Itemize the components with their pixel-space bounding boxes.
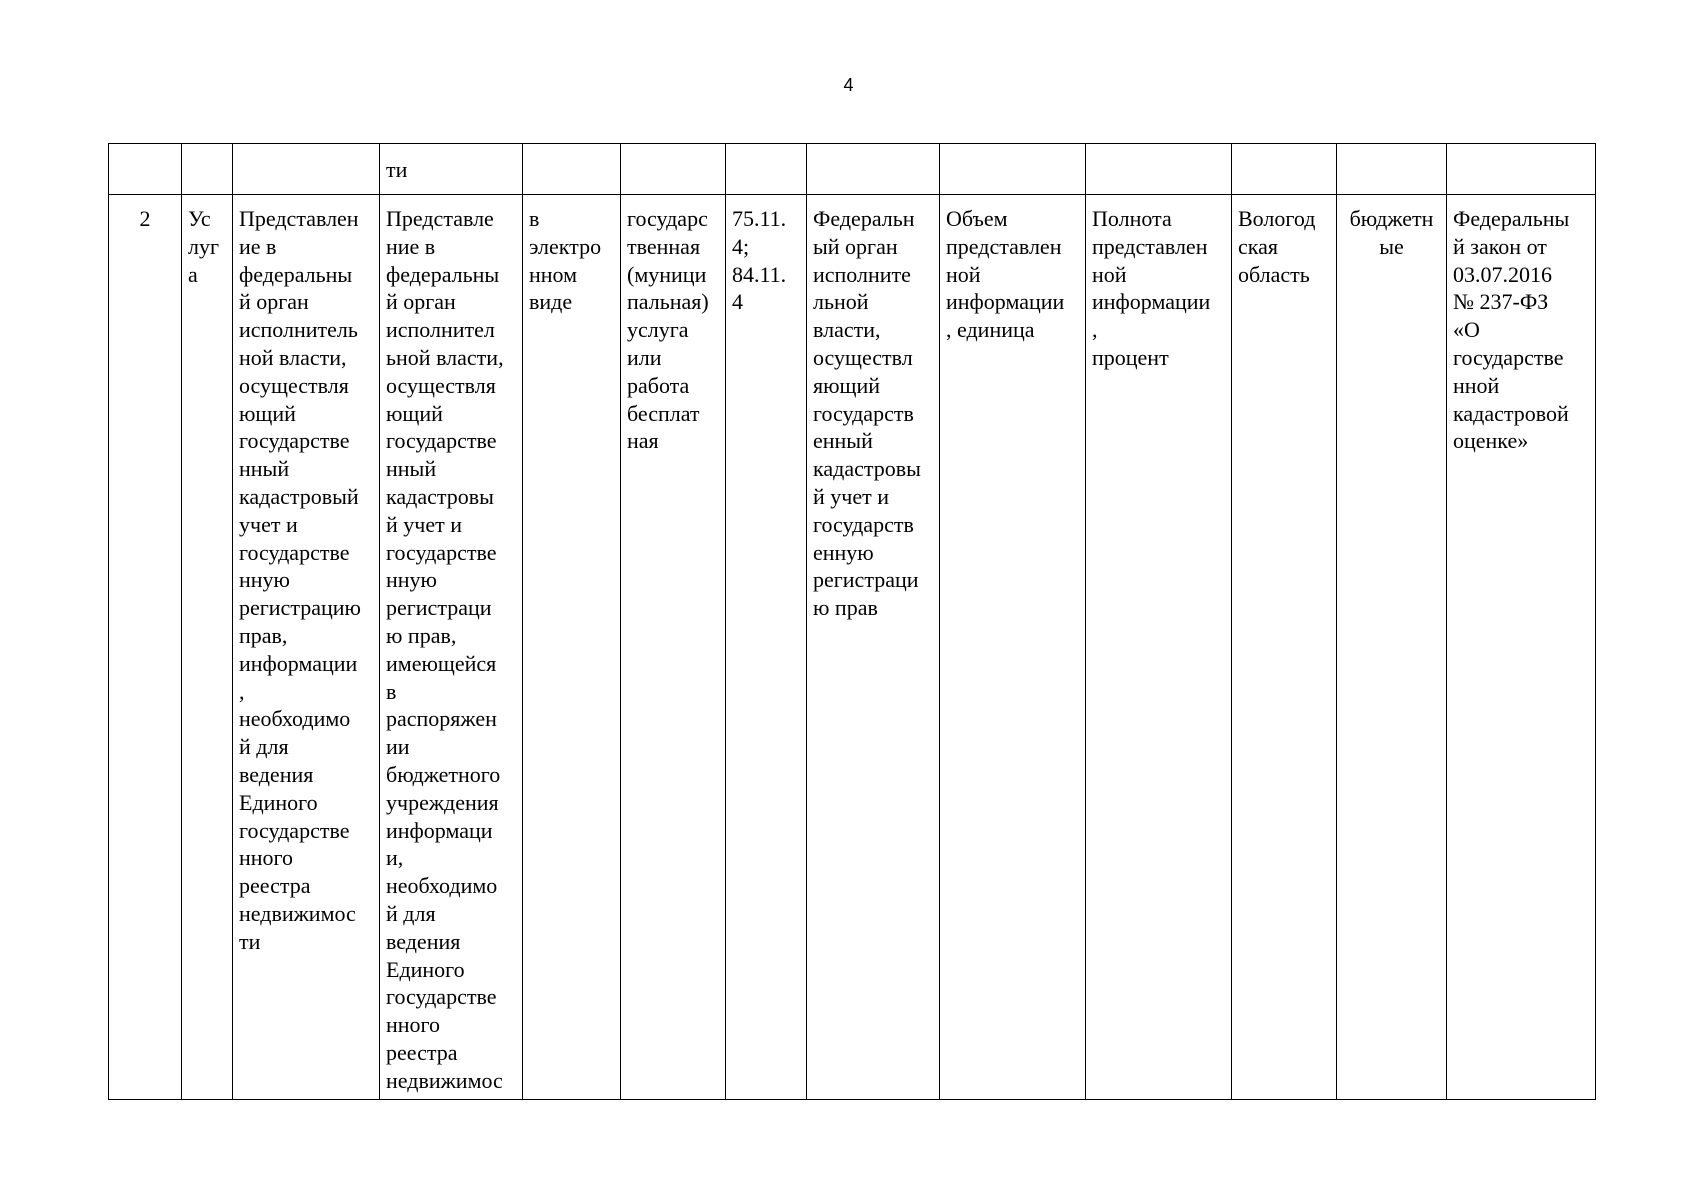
continuation-row [109, 144, 1596, 195]
table-row [109, 195, 1596, 1100]
legal-basis-cell: Федеральны й закон от 03.07.2016 № 237-ФЗ «О государстве нной кадастровой оценке» [1447, 195, 1596, 1100]
cell [182, 144, 233, 195]
okved-codes-cell: 75.11. 4; 84.11. 4 [726, 195, 807, 1100]
row-kind-cell: Ус луг а [182, 195, 233, 1100]
cell [807, 144, 940, 195]
cell [109, 144, 182, 195]
recipient-cell: Федеральн ый орган исполните льной власти, осуществл яющий государств енный кадастровы й учет и государств енную регистраци ю прав [807, 195, 940, 1100]
cell [1337, 144, 1447, 195]
service-content-cell: Представле ние в федеральны й орган исполнител ьной власти, осуществля ющий государстве нный кадастровы й учет и государстве нную регистраци ю прав, имеющейся в распоряжен ии бюджетного учреждения информаци и, необходимо й для ведения Единого государстве нного реестра недвижимос [380, 195, 523, 1100]
cell [1232, 144, 1337, 195]
services-table [108, 143, 1596, 1100]
service-type-cell: государс твенная (муници пальная) услуга или работа бесплат ная [621, 195, 726, 1100]
territory-cell: Вологод ская область [1232, 195, 1337, 1100]
service-form-cell: в электро нном виде [523, 195, 621, 1100]
quality-indicator-cell: Полнота представлен ной информации , процент [1086, 195, 1232, 1100]
cell [621, 144, 726, 195]
page-number: 4 [843, 75, 854, 95]
service-name-cell: Представлен ие в федеральны й орган исполнитель ной власти, осуществля ющий государстве нный кадастровый учет и государстве нную регистрацию прав, информации , необходимо й для ведения Единого государстве нного реестра недвижимос ти [233, 195, 380, 1100]
volume-indicator-cell: Объем представлен ной информации , единица [940, 195, 1086, 1100]
cell [1086, 144, 1232, 195]
cell [1447, 144, 1596, 195]
cell [940, 144, 1086, 195]
cell [233, 144, 380, 195]
row-number-cell: 2 [109, 195, 182, 1100]
cell [726, 144, 807, 195]
cell: ти [380, 144, 523, 195]
institution-type-cell: бюджетн ые [1337, 195, 1447, 1100]
cell [523, 144, 621, 195]
